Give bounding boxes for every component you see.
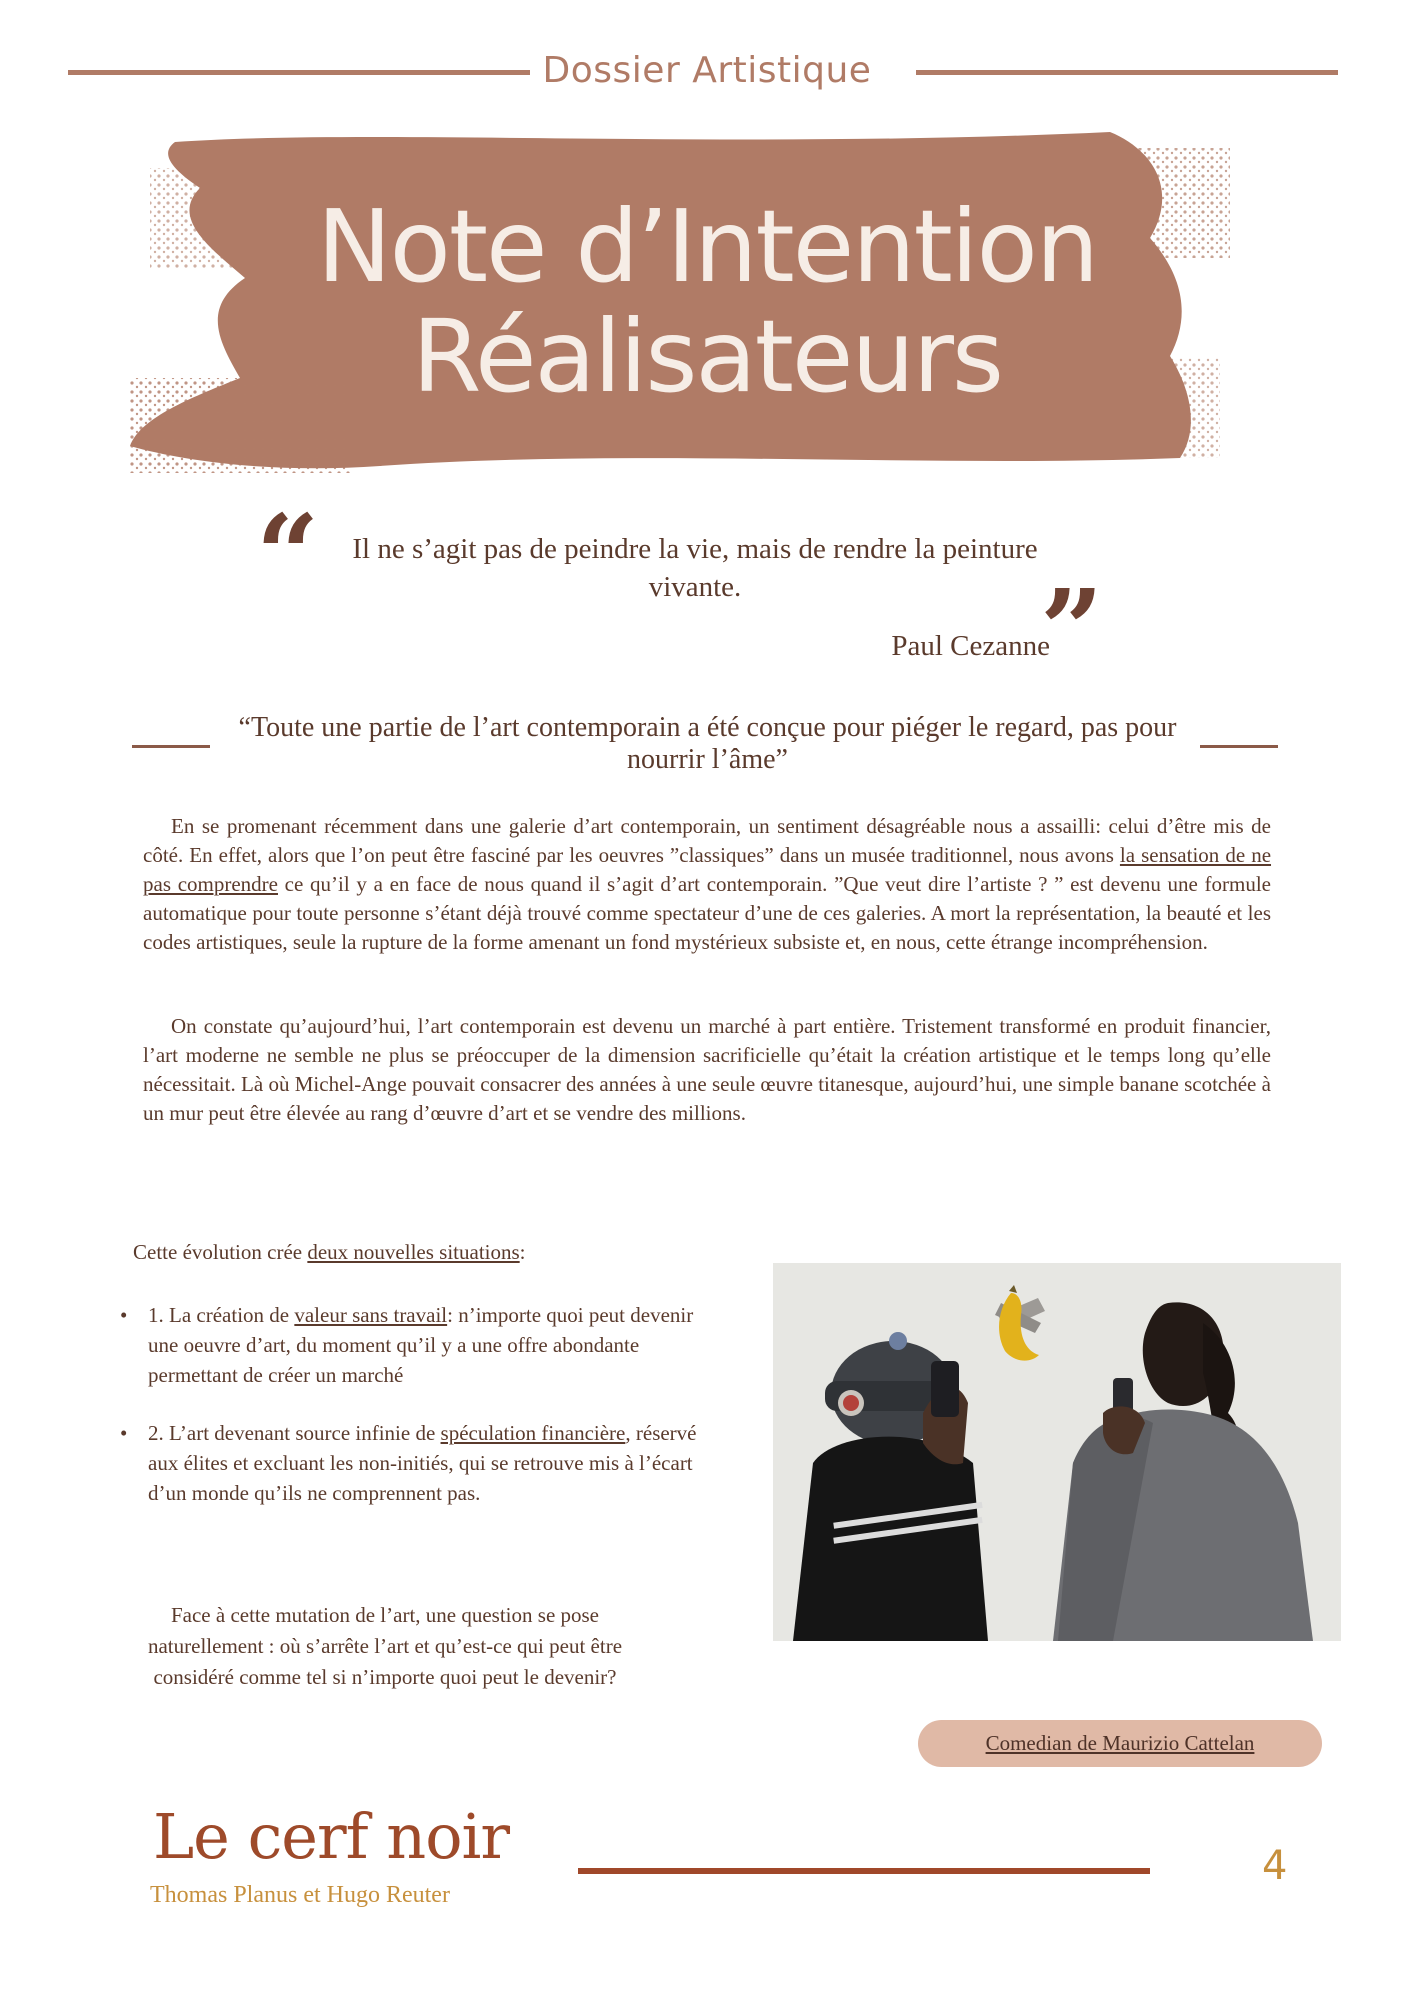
situations-intro-underlined: deux nouvelles situations [307, 1240, 520, 1264]
page-title-line-2: Réalisateurs [411, 298, 1003, 415]
authors: Thomas Planus et Hugo Reuter [150, 1882, 450, 1908]
quote-open-icon: “ [256, 490, 320, 619]
body-paragraph-1 [143, 812, 1271, 957]
brand-logo-text: Le cerf noir [153, 1800, 510, 1873]
bullet-icon: • [120, 1421, 128, 1445]
footer-line [578, 1868, 1150, 1874]
body-paragraph-2: On constate qu’aujourd’hui, l’art contemporain est devenu un marché à part entière. Tristement transformé en produit financier, l’art moderne ne semble ne plus se préoccuper de la dimension sacrificielle qu’était la création artistique et le temps long qu’elle nécessitait. Là où Michel-Ange pouvait consacrer des années à une seule œuvre titanesque, aujourd’hui, une simple banane scotchée à un mur peut être élevée au rang d’œuvre d’art et se vendre des millions. [143, 1014, 1271, 1125]
paragraph-1-underlined: la sensation de ne pas comprendre [143, 843, 1272, 896]
closing-question: Face à cette mutation de l’art, une question se pose naturellement : où s’arrête l’art et qu’est-ce qui peut être considéré comme tel si n’importe quoi peut le devenir? [147, 1603, 623, 1689]
list-item-text-end: , réservé aux élites et excluant les non-initiés, qui se retrouve mis à l’écart d’un monde qu’ils ne comprennent pas. [148, 1421, 697, 1505]
paragraph-1-text-end: ce qu’il y a en face de nous quand il s’agit d’art contemporain. ”Que veut dire l’artiste ? ” est devenu une formule automatique pour toute personne s’étant déjà trouvé comme spectateur d’une de ces galeries. A mort la représentation, la beauté et les codes artistiques, seule la rupture de la forme amenant un fond mystérieux subsiste et, en nous, cette étrange incompréhension. [143, 872, 1272, 954]
quote-close-icon: ” [1040, 565, 1104, 694]
situations-intro-colon: : [519, 1240, 526, 1264]
list-item-text-start: 1. La création de [148, 1303, 295, 1327]
sub-quote: “Toute une partie de l’art contemporain a été conçue pour piéger le regard, pas pour nourrir l’âme” [238, 712, 1177, 775]
page-title-line-1: Note d’Intention [316, 188, 1098, 305]
list-item [120, 1418, 710, 1508]
situations-intro [133, 1240, 526, 1265]
quote-text: Il ne s’agit pas de peindre la vie, mais de rendre la peinture vivante. [352, 533, 1038, 603]
photo-caption [918, 1720, 1322, 1767]
photo-caption-text: Comedian de Maurizio Cattelan [985, 1731, 1255, 1755]
bullet-icon: • [120, 1303, 128, 1327]
sub-quote-line-right [1200, 745, 1278, 748]
list-item-text-end: : n’importe quoi peut devenir une oeuvre d’art, du moment qu’il y a une offre abondante permettant de créer un marché [148, 1303, 694, 1387]
situations-intro-text: Cette évolution crée [133, 1240, 308, 1264]
list-item-underlined: spéculation financière [440, 1421, 626, 1445]
paragraph-1-text-start: En se promenant récemment dans une galerie d’art contemporain, un sentiment désagréable nous a assailli: celui d’être mis de côté. En effet, alors que l’on peut être fasciné par les oeuvres ”classiques” dans un musée traditionnel, nous avons [143, 814, 1271, 867]
page-number: 4 [1262, 1843, 1288, 1889]
list-item [120, 1300, 710, 1390]
quote-author: Paul Cezanne [891, 630, 1050, 662]
sub-quote-line-left [132, 745, 210, 748]
header-title: Dossier Artistique [542, 50, 872, 91]
list-item-text-start: 2. L’art devenant source infinie de [148, 1421, 441, 1445]
list-item-underlined: valeur sans travail [294, 1303, 448, 1327]
artwork-photo [773, 1263, 1341, 1641]
